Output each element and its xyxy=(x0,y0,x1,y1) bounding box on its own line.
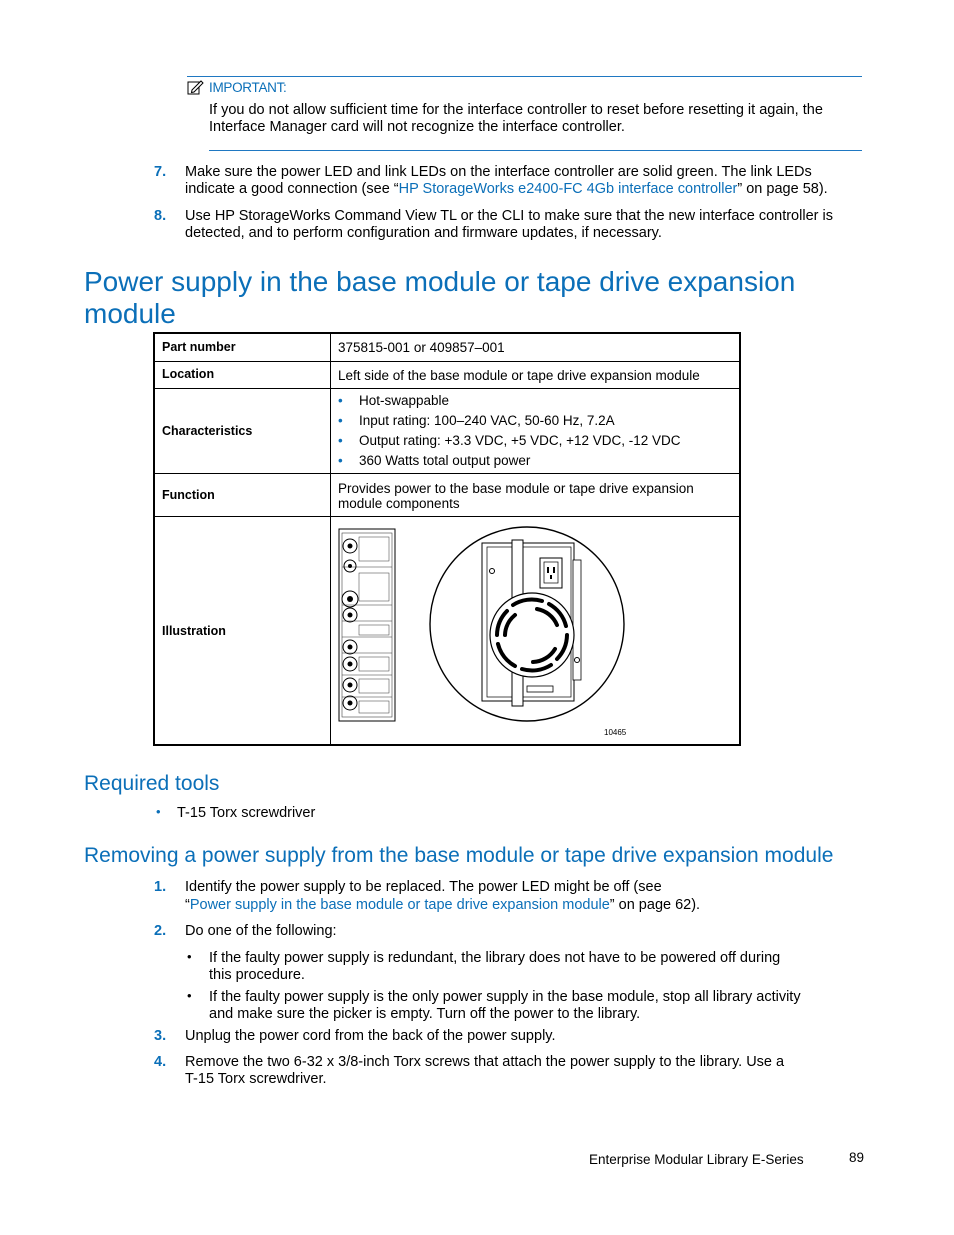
required-tools-bullet-icon: • xyxy=(156,804,161,819)
interface-controller-link[interactable]: HP StorageWorks e2400-FC 4Gb interface controller xyxy=(398,181,738,197)
function-line2: module components xyxy=(338,496,460,511)
table-cell-value xyxy=(331,474,739,516)
characteristics-list xyxy=(338,391,681,471)
table-row-characteristics xyxy=(155,389,739,474)
step-7-number: 7. xyxy=(154,164,167,180)
section-title-line1: Power supply in the base module or tape drive expansion xyxy=(84,266,796,297)
table-row-illustration xyxy=(155,517,739,744)
part-number-label: Part number xyxy=(162,340,236,354)
step-7-line2-post: ” on page 58). xyxy=(737,181,828,197)
required-tools-item: T-15 Torx screwdriver xyxy=(177,805,316,821)
remove-step-3-text: Unplug the power cord from the back of the power supply. xyxy=(185,1028,556,1044)
remove-step-1-line1: Identify the power supply to be replaced. The power LED might be off (see xyxy=(185,879,662,895)
location-label: Location xyxy=(162,367,215,381)
remove-step-2-text: Do one of the following: xyxy=(185,923,337,939)
step-7-line1: Make sure the power LED and link LEDs on the interface controller are solid green. The link LEDs xyxy=(185,164,812,180)
table-cell-label xyxy=(155,389,331,473)
remove-step-3-number: 3. xyxy=(154,1028,167,1044)
remove-step-1-line2-pre: “ xyxy=(185,897,190,913)
important-top-rule xyxy=(187,76,862,77)
sub-bullet-icon: • xyxy=(187,988,192,1003)
table-cell-value xyxy=(331,389,739,473)
table-cell-value xyxy=(331,517,739,744)
list-item: • 360 Watts total output power xyxy=(338,451,681,471)
list-item: • Hot-swappable xyxy=(338,391,681,411)
remove-step-1-line2 xyxy=(185,897,700,914)
footer-title: Enterprise Modular Library E-Series xyxy=(589,1152,804,1167)
important-text-line1: If you do not allow sufficient time for the interface controller to reset before resetting it again, the xyxy=(209,102,823,118)
power-supply-illustration xyxy=(337,525,637,727)
remove-step-4-line1: Remove the two 6-32 x 3/8-inch Torx screws that attach the power supply to the library. Use a xyxy=(185,1054,785,1070)
sub-bullet-2-line2: and make sure the picker is empty. Turn off the power to the library. xyxy=(209,1006,641,1022)
table-cell-label xyxy=(155,517,331,744)
sub-bullet-1-line2: this procedure. xyxy=(209,967,305,983)
remove-step-1-line2-post: ” on page 62). xyxy=(609,897,701,913)
table-row-location xyxy=(155,362,739,389)
list-item: • Input rating: 100–240 VAC, 50-60 Hz, 7.2A xyxy=(338,411,681,431)
step-7-line2 xyxy=(185,181,828,198)
step-8-line2: detected, and to perform configuration and firmware updates, if necessary. xyxy=(185,225,662,241)
figure-id: 10465 xyxy=(604,728,627,737)
table-row-part-number xyxy=(155,334,739,362)
remove-step-4-number: 4. xyxy=(154,1054,167,1070)
table-cell-value xyxy=(331,334,739,361)
important-note-icon xyxy=(187,79,205,95)
step-7-line2-pre: indicate a good connection (see “ xyxy=(185,181,399,197)
sub-bullet-2-line1: If the faulty power supply is the only power supply in the base module, stop all library activity xyxy=(209,989,801,1005)
part-number-value: 375815-001 or 409857–001 xyxy=(338,340,505,355)
required-tools-heading: Required tools xyxy=(84,772,220,795)
table-row-function xyxy=(155,474,739,517)
function-label: Function xyxy=(162,488,215,502)
section-title-line2: module xyxy=(84,298,176,329)
spec-table xyxy=(153,332,741,746)
table-cell-label xyxy=(155,334,331,361)
sub-bullet-icon: • xyxy=(187,949,192,964)
important-label: IMPORTANT: xyxy=(209,80,287,95)
table-cell-value xyxy=(331,362,739,388)
remove-step-4-line2: T-15 Torx screwdriver. xyxy=(185,1071,327,1087)
table-cell-label xyxy=(155,474,331,516)
removing-heading: Removing a power supply from the base module or tape drive expansion module xyxy=(84,844,834,867)
important-text-line2: Interface Manager card will not recognize the interface controller. xyxy=(209,119,625,135)
list-item: • Output rating: +3.3 VDC, +5 VDC, +12 VDC, -12 VDC xyxy=(338,431,681,451)
remove-step-1-number: 1. xyxy=(154,879,167,895)
important-bottom-rule xyxy=(209,150,862,151)
characteristics-label: Characteristics xyxy=(162,424,253,438)
function-line1: Provides power to the base module or tape drive expansion xyxy=(338,481,694,496)
power-supply-section-link[interactable]: Power supply in the base module or tape drive expansion module xyxy=(189,897,610,913)
page-number: 89 xyxy=(849,1150,865,1165)
step-8-number: 8. xyxy=(154,208,167,224)
table-cell-label xyxy=(155,362,331,388)
illustration-label: Illustration xyxy=(162,624,226,638)
location-value: Left side of the base module or tape drive expansion module xyxy=(338,368,700,383)
step-8-line1: Use HP StorageWorks Command View TL or the CLI to make sure that the new interface controller is xyxy=(185,208,833,224)
remove-step-2-number: 2. xyxy=(154,923,167,939)
sub-bullet-1-line1: If the faulty power supply is redundant, the library does not have to be powered off during xyxy=(209,950,781,966)
